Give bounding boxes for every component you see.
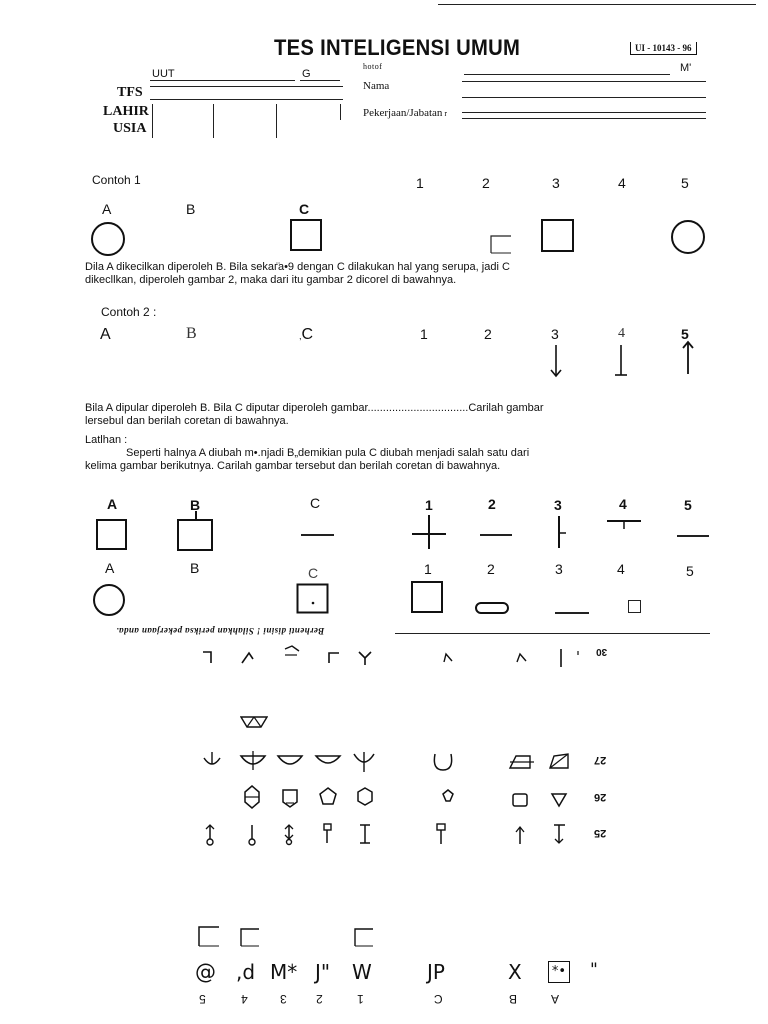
nama-line-1 xyxy=(462,81,706,82)
soal2-rounded-rect-option-2 xyxy=(475,602,509,614)
soal2-square-option-1 xyxy=(411,581,443,613)
contoh2-letter-a: A xyxy=(100,326,111,343)
contoh2-arrow-up-icon xyxy=(681,340,695,376)
bottom-symbol-7: X xyxy=(508,960,522,984)
contoh2-number-1: 1 xyxy=(420,326,428,342)
bottom-flipped-number-4: 2 xyxy=(316,992,323,1006)
hotof-line xyxy=(464,74,670,75)
contoh2-number-4: 4 xyxy=(618,326,625,341)
contoh1-letter-a: A xyxy=(102,201,112,217)
tfs-line-2 xyxy=(150,99,343,100)
contoh2-number-2: 2 xyxy=(484,326,492,342)
soal1-number-1: 1 xyxy=(425,497,433,513)
contoh2-number-5: 5 xyxy=(681,326,689,342)
soal2-number-1: 1 xyxy=(424,561,432,577)
contoh1-circle-option-5 xyxy=(671,220,705,254)
tfs-line-1 xyxy=(150,86,343,87)
pekerjaan-line-1 xyxy=(462,112,706,113)
uut-line xyxy=(150,80,295,81)
bottom-symbol-3: M* xyxy=(270,960,298,984)
date-box-divider-4 xyxy=(340,104,341,120)
row25-number: 25 xyxy=(594,827,607,839)
bottom-flipped-number-1: 5 xyxy=(199,992,206,1006)
contoh1-number-2: 2 xyxy=(482,175,490,191)
soal1-number-5: 5 xyxy=(684,497,692,513)
contoh1-letter-c: C xyxy=(299,201,310,217)
date-box-divider-3 xyxy=(276,104,277,138)
soal1-vertical-tick-option-3 xyxy=(552,515,572,549)
soal1-cross-option-1 xyxy=(411,514,447,550)
contoh1-square-option-3 xyxy=(541,219,574,252)
soal1-line-option-2 xyxy=(480,534,512,536)
soal1-letter-b: B xyxy=(190,497,201,513)
pekerjaan-line-2 xyxy=(462,118,706,119)
contoh1-number-5: 5 xyxy=(681,175,689,191)
bottom-symbol-8-text: *• xyxy=(551,964,567,979)
stop-here-text-upside-down xyxy=(116,626,324,636)
contoh2-text-line-1: Bila A dipular diperoleh B. Bila C diputar diperoleh gambar.................................Carilah gambar xyxy=(85,402,544,414)
contoh1-square-c xyxy=(290,219,322,251)
bottom-flipped-number-5: 1 xyxy=(357,992,364,1006)
row26-glyphs xyxy=(238,784,578,812)
soal2-square-dot-c xyxy=(296,583,330,615)
stop-here-text: Berhenti disini ! Silahkan periksa pekerjaan anda. xyxy=(116,626,325,636)
contoh2-text-line-2: lersebul dan berilah coretan di bawahnya. xyxy=(85,415,289,427)
bottom-symbol-9: " xyxy=(590,960,598,980)
bottom-flipped-number-3: 3 xyxy=(280,992,287,1006)
soal1-number-3: 3 xyxy=(554,497,562,513)
pekerjaan-label xyxy=(363,107,447,120)
soal2-number-4: 4 xyxy=(617,561,625,577)
row27-glyphs xyxy=(198,748,618,776)
g-label: G xyxy=(302,68,311,80)
bottom-symbol-2: ,d xyxy=(236,960,256,984)
bottom-symbol-5: W xyxy=(352,960,372,984)
bottom-symbol-8 xyxy=(548,961,570,983)
g-line xyxy=(300,80,340,81)
contoh1-number-3: 3 xyxy=(552,175,560,191)
inverted-triangle-pair-icon xyxy=(240,715,268,729)
soal2-line-option-3 xyxy=(555,612,589,614)
contoh2-number-3: 3 xyxy=(551,326,559,342)
contoh1-letter-b: B xyxy=(186,201,196,217)
nama-line-2 xyxy=(462,97,706,98)
soal1-letter-a: A xyxy=(107,496,118,512)
contoh1-number-4: 4 xyxy=(618,175,626,191)
row30-glyphs xyxy=(195,643,615,669)
bottom-square-2 xyxy=(239,927,261,947)
contoh1-text-line-2: dikecllkan, diperoleh gambar 2, maka dari itu gambar 2 dicorel di bawahnya. xyxy=(85,274,457,286)
soal1-t-line-option-4 xyxy=(606,517,642,531)
latihan-text-line-1: Seperti halnya A diubah m•.njadi B„demikian pula C diubah menjadi salah satu dari xyxy=(126,447,530,459)
soal1-letter-c: C xyxy=(310,495,321,511)
nama-label: Nama xyxy=(363,80,390,92)
soal2-letter-c: C xyxy=(308,565,319,581)
soal2-number-2: 2 xyxy=(487,561,495,577)
contoh2-t-bar-down-icon xyxy=(614,344,628,378)
date-box-divider-1 xyxy=(152,104,153,138)
bottom-square-3 xyxy=(353,927,375,947)
tfs-label: TFS xyxy=(117,85,143,100)
usia-label: USIA xyxy=(113,121,147,136)
contoh1-number-1: 1 xyxy=(416,175,424,191)
soal2-small-square-option-4 xyxy=(628,600,641,613)
contoh2-arrow-down-icon xyxy=(549,344,563,378)
contoh2-letter-b: B xyxy=(186,325,197,342)
contoh2-letter-c-text: C xyxy=(301,326,314,343)
soal1-line-c xyxy=(301,534,334,536)
m-label: M' xyxy=(680,62,692,74)
soal1-line-option-5 xyxy=(677,535,709,537)
bottom-flipped-number-6: C xyxy=(434,992,443,1006)
contoh2-label: Contoh 2 : xyxy=(101,305,157,319)
soal1-square-a xyxy=(96,519,127,550)
pekerjaan-label-text: Pekerjaan/Jabatan xyxy=(363,107,443,119)
pekerjaan-label-suffix: r xyxy=(444,109,448,118)
contoh1-small-square-option-2 xyxy=(489,234,513,254)
contoh2-letter-c xyxy=(299,326,313,344)
soal2-circle-a xyxy=(93,584,125,616)
test-code: UI - 10143 - 96 xyxy=(635,43,692,53)
contoh1-circle-a xyxy=(91,222,125,256)
stop-here-rule xyxy=(395,633,710,634)
soal1-number-2: 2 xyxy=(488,496,496,512)
soal2-letter-b: B xyxy=(190,560,200,576)
soal1-number-4: 4 xyxy=(619,496,627,512)
lahir-label: LAHIR xyxy=(103,104,149,119)
bottom-flipped-number-2: 4 xyxy=(241,992,248,1006)
uut-label: UUT xyxy=(152,68,175,80)
row26-number: 26 xyxy=(594,791,607,803)
bottom-symbol-6: JP xyxy=(427,960,445,984)
bottom-flipped-number-8: A xyxy=(551,992,560,1006)
soal2-number-5: 5 xyxy=(686,563,694,579)
bottom-flipped-number-7: B xyxy=(509,992,518,1006)
bottom-symbol-4: J" xyxy=(315,960,331,984)
top-rule xyxy=(438,4,756,5)
contoh1-text-line-1: Dila A dikecilkan diperoleh B. Bila sekaг̈a•9 dengan C dilakukan hal yang serupa, jadi C xyxy=(85,261,510,273)
row27-number: 27 xyxy=(594,754,607,766)
soal1-square-with-stem-b xyxy=(176,510,216,552)
row30-number: 30 xyxy=(596,646,608,657)
contoh2-letter-c-prefix: , xyxy=(299,331,302,341)
date-box-divider-2 xyxy=(213,104,214,138)
latihan-text-line-2: kelima gambar berikutnya. Carilah gambar tersebut dan berilah coretan di bawahnya. xyxy=(85,460,501,472)
bottom-symbol-1: @ xyxy=(195,960,216,984)
row25-glyphs xyxy=(200,822,580,848)
soal2-letter-a: A xyxy=(105,560,115,576)
soal2-number-3: 3 xyxy=(555,561,563,577)
page-title: TES INTELIGENSI UMUM xyxy=(274,35,521,60)
hotof-label: hotof xyxy=(363,62,383,71)
test-code-box xyxy=(630,42,697,55)
bottom-square-1 xyxy=(197,925,221,947)
latihan-label: Latlhan : xyxy=(85,434,128,446)
contoh1-label: Contoh 1 xyxy=(92,173,141,187)
